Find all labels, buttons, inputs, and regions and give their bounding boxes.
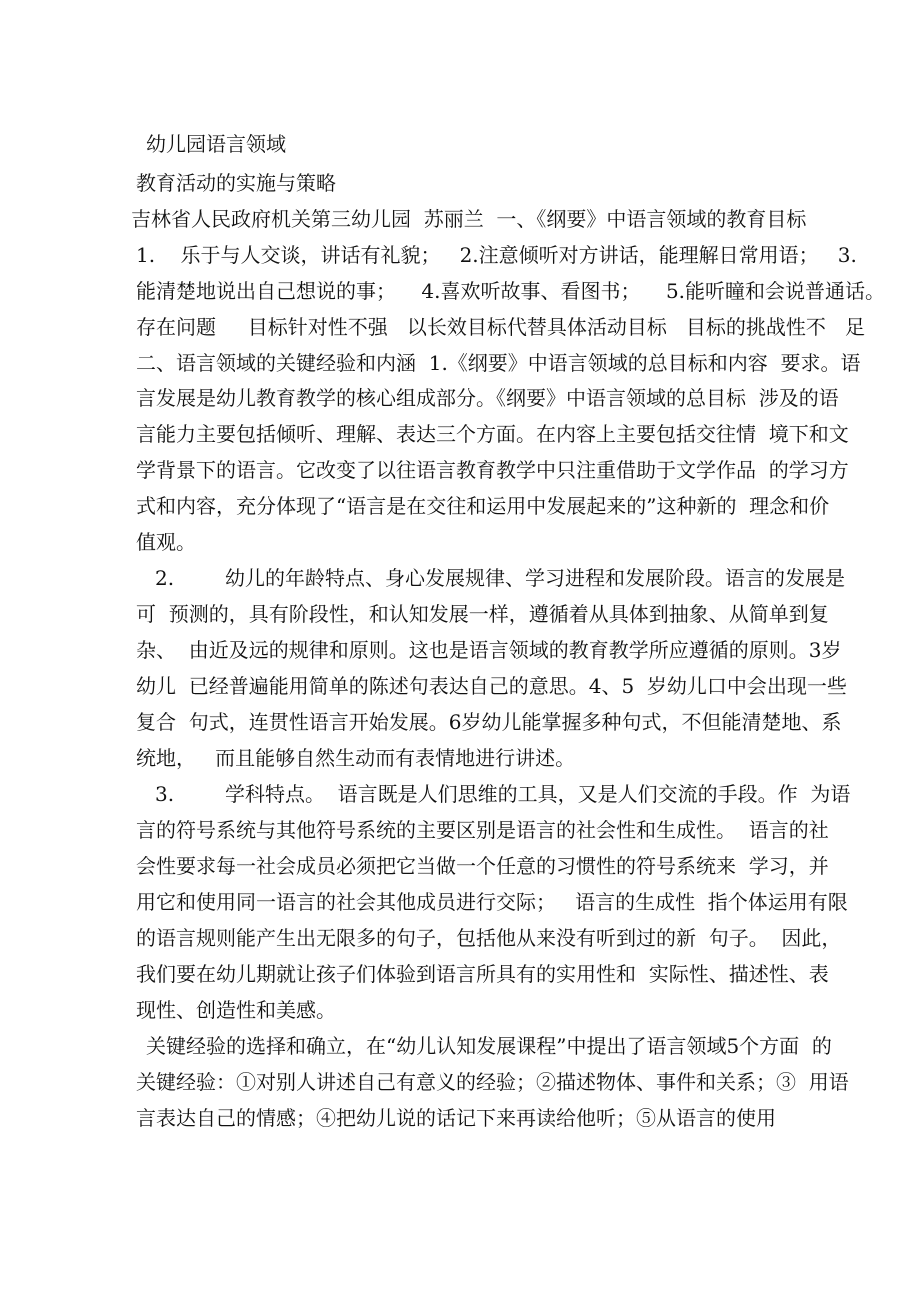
paragraph-line: 用它和使用同一语言的社会其他成员进行交际； 语言的生成性 指个体运用有限 [136, 890, 848, 914]
paragraph-line: 1. 乐于与人交谈，讲话有礼貌； 2.注意倾听对方讲话，能理解日常用语； 3. [136, 243, 857, 267]
paragraph-line: 能清楚地说出自己想说的事； 4.喜欢听故事、看图书； 5.能听瞳和会说普通话。 [136, 279, 886, 303]
paragraph-line: 二、语言领域的关键经验和内涵 1.《纲要》中语言领域的总目标和内容 要求。语 [136, 351, 861, 375]
paragraph-line: 值观。 [136, 530, 196, 554]
paragraph-line: 幼儿 已经普遍能用简单的陈述句表达自己的意思。4、5 岁幼儿口中会出现一些 [136, 674, 847, 698]
paragraph-line: 会性要求每一社会成员必须把它当做一个任意的习惯性的符号系统来 学习，并 [136, 854, 829, 878]
paragraph-line: 2. 幼儿的年龄特点、身心发展规律、学习进程和发展阶段。语言的发展是 [155, 566, 845, 590]
paragraph-line: 复合 句式，连贯性语言开始发展。6岁幼儿能掌握多种句式，不但能清楚地、系 [136, 710, 842, 734]
paragraph-line: 式和内容，充分体现了“语言是在交往和运用中发展起来的”这种新的 理念和价 [136, 494, 830, 518]
paragraph-line: 言的符号系统与其他符号系统的主要区别是语言的社会性和生成性。 语言的社 [136, 818, 829, 842]
paragraph-line: 关键经验：①对别人讲述自己有意义的经验；②描述物体、事件和关系；③ 用语 [136, 1070, 849, 1094]
paragraph-line: 现性、创造性和美感。 [136, 998, 336, 1022]
doc-title-line-1: 幼儿园语言领域 [146, 132, 286, 156]
paragraph-line: 存在问题 目标针对性不强 以长效目标代替具体活动目标 目标的挑战性不 足 [136, 315, 866, 339]
paragraph-line: 的语言规则能产生出无限多的句子，包括他从来没有听到过的新 句子。 因此， [136, 926, 842, 950]
paragraph-line: 关键经验的选择和确立，在“幼儿认知发展课程”中提出了语言领域5个方面 的 [146, 1034, 832, 1058]
paragraph-line: 我们要在幼儿期就让孩子们体验到语言所具有的实用性和 实际性、描述性、表 [136, 962, 829, 986]
paragraph-line: 可 预测的，具有阶段性，和认知发展一样，遵循着从具体到抽象、从简单到复 [136, 602, 829, 626]
paragraph-line: 言能力主要包括倾听、理解、表达三个方面。在内容上主要包括交往情 境下和文 [136, 422, 849, 446]
paragraph-line: 吉林省人民政府机关第三幼儿园 苏丽兰 一、《纲要》中语言领域的教育目标 [131, 207, 807, 231]
paragraph-line: 统地， 而且能够自然生动而有表情地进行讲述。 [136, 746, 576, 770]
paragraph-line: 学背景下的语言。它改变了以往语言教育教学中只注重借助于文学作品 的学习方 [136, 458, 849, 482]
doc-title-line-2: 教育活动的实施与策略 [136, 171, 336, 195]
paragraph-line: 杂、 由近及远的规律和原则。这也是语言领域的教育教学所应遵循的原则。3岁 [136, 638, 842, 662]
paragraph-line: 言发展是幼儿教育教学的核心组成部分。《纲要》中语言领域的总目标 涉及的语 [136, 386, 839, 410]
paragraph-line: 言表达自己的情感；④把幼儿说的话记下来再读给他听；⑤从语言的使用 [136, 1106, 776, 1130]
paragraph-line: 3. 学科特点。 语言既是人们思维的工具，又是人们交流的手段。作 为语 [155, 782, 851, 806]
